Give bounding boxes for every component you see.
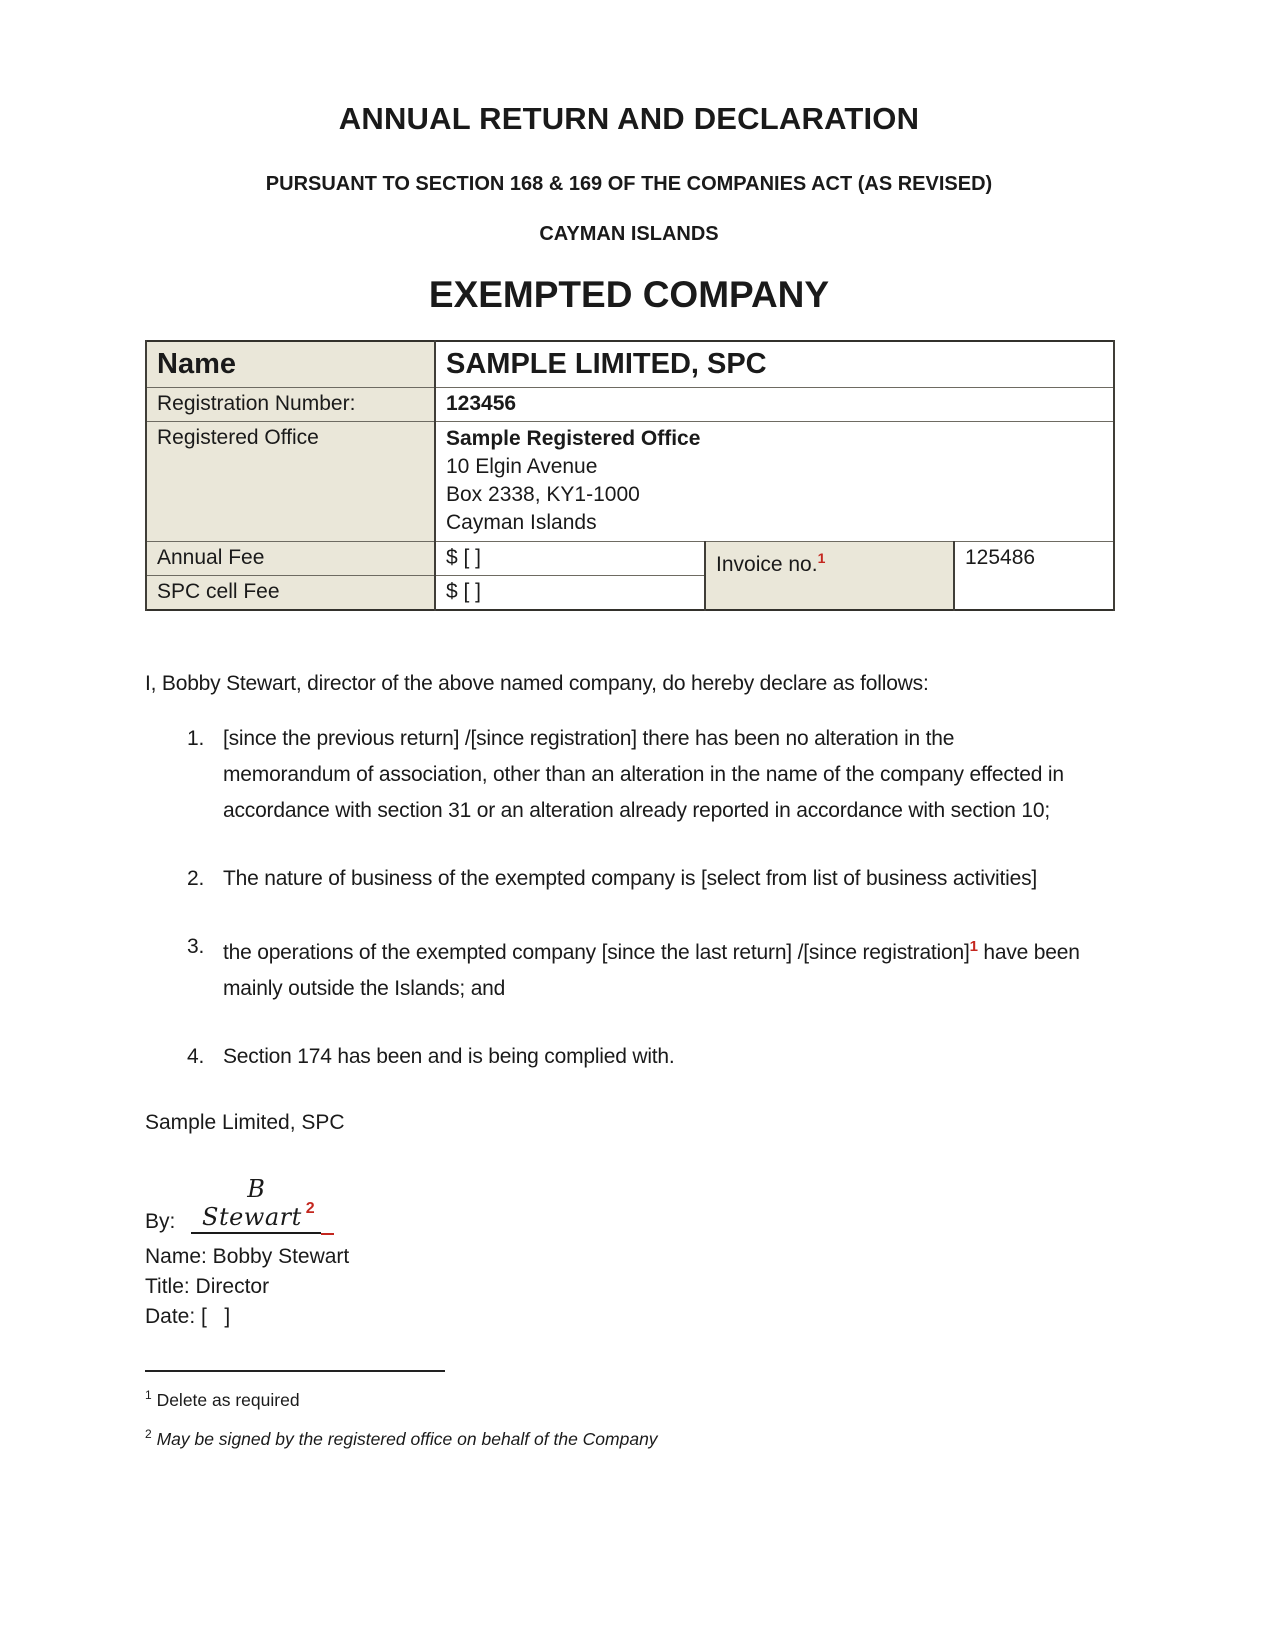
signature-company-name: Sample Limited, SPC	[145, 1111, 345, 1134]
signatory-date-line: Date: [ ]	[145, 1305, 231, 1328]
list-number: 4.	[187, 1045, 205, 1068]
footnote-reference-1: 1	[817, 550, 826, 566]
declaration-item-text: The nature of business of the exempted company is [select from list of business activities]	[223, 867, 1038, 890]
document-subtitle: PURSUANT TO SECTION 168 & 169 OF THE COMPANIES ACT (AS REVISED)	[265, 173, 993, 195]
registration-number-label: Registration Number:	[146, 388, 435, 422]
invoice-number-value: 125486	[954, 542, 1114, 611]
declaration-item-text: Section 174 has been and is being complied with.	[223, 1045, 675, 1068]
table-row-registration-number	[146, 388, 1114, 422]
registered-office-value	[435, 422, 1114, 542]
declaration-item-text: [since the previous return] /[since registration] there has been no alteration in the memorandum of association, other than an alteration in the name of the company effected in accordance with section 31 or an alteration already reported in accordance with section 10;	[223, 727, 1064, 822]
declaration-intro: I, Bobby Stewart, director of the above named company, do hereby declare as follows:	[145, 672, 929, 695]
declaration-section	[145, 672, 1113, 1075]
registered-office-line: Sample Registered Office	[446, 427, 701, 450]
list-number: 3.	[187, 935, 205, 958]
signatory-title-line: Title: Director	[145, 1275, 270, 1298]
footnote-1: $^1$ Delete as required	[145, 1388, 300, 1410]
name-value: SAMPLE LIMITED, SPC	[435, 341, 1114, 388]
company-type-heading: EXEMPTED COMPANY	[428, 274, 830, 315]
list-number: 2.	[187, 867, 205, 890]
footnote-reference-2: 2	[305, 1200, 315, 1217]
table-row-annual-fee	[146, 542, 1114, 576]
signatory-name-line: Name: Bobby Stewart	[145, 1245, 350, 1268]
footnote-2: $^2$ May be signed by the registered office on behalf of the Company	[145, 1426, 658, 1449]
list-number: 1.	[187, 727, 205, 750]
company-details-table	[145, 340, 1115, 611]
invoice-number-label: Invoice no.$^1$	[705, 542, 954, 611]
table-row-registered-office	[146, 422, 1114, 542]
spc-cell-fee-label: SPC cell Fee	[146, 576, 435, 611]
table-row-name	[146, 341, 1114, 388]
annual-fee-label: Annual Fee	[146, 542, 435, 576]
signature-script-text: B Stewart	[202, 1175, 302, 1231]
footnote-separator	[145, 1370, 445, 1372]
declaration-item-2	[145, 861, 1113, 897]
spc-cell-fee-value: $ [ ]	[435, 576, 705, 611]
declaration-item-3	[145, 929, 1113, 1007]
name-label: Name	[146, 341, 435, 388]
registered-office-line: Box 2338, KY1-1000	[446, 483, 640, 506]
registered-office-line: 10 Elgin Avenue	[446, 455, 598, 478]
document-title: ANNUAL RETURN AND DECLARATION	[338, 101, 920, 136]
jurisdiction-heading: CAYMAN ISLANDS	[539, 223, 719, 245]
signature-red-underline	[321, 1229, 334, 1235]
registration-number-value: 123456	[435, 388, 1114, 422]
footnote-reference-1: 1	[969, 938, 978, 955]
annual-fee-value: $ [ ]	[435, 542, 705, 576]
footnote-number: 1	[145, 1388, 152, 1402]
declaration-item-1	[145, 721, 1113, 829]
declaration-item-4	[145, 1039, 1113, 1075]
signature-line	[145, 1175, 1113, 1234]
declaration-item-text: the operations of the exempted company [since the last return] /[since registration]$^1$ have been mainly outside the Islands; and	[223, 938, 1080, 1000]
signature	[191, 1175, 321, 1234]
by-label: By:	[145, 1210, 176, 1233]
registered-office-label: Registered Office	[146, 422, 435, 542]
signatory-details	[145, 1242, 1113, 1332]
document-header	[145, 0, 1113, 316]
footnote-number: 2	[145, 1426, 152, 1441]
registered-office-line: Cayman Islands	[446, 511, 597, 534]
